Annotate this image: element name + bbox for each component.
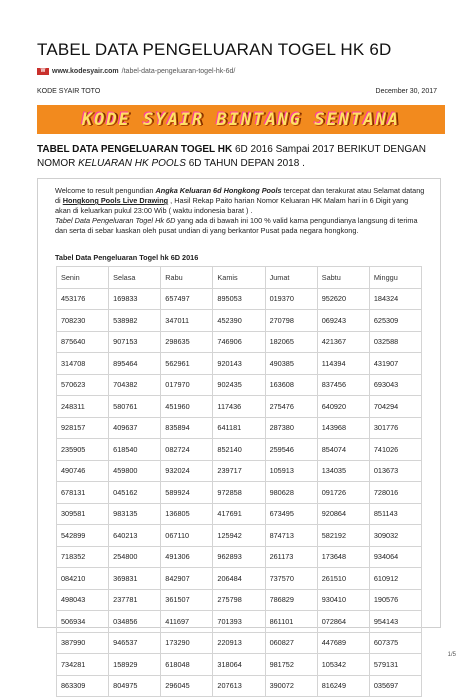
table-cell: 275798 [213,589,265,611]
table-cell: 431907 [369,353,421,375]
table-cell: 498043 [57,589,109,611]
table-cell: 625309 [369,310,421,332]
meta-row [37,88,437,95]
table-row [57,310,422,332]
table-cell: 270798 [265,310,317,332]
table-cell: 248311 [57,396,109,418]
table-row [57,611,422,633]
heading-bold: TABEL DATA PENGELUARAN TOGEL HK [37,144,233,155]
table-cell: 852140 [213,439,265,461]
intro-text-2: tercepat dan terakurat atau Selamat datang di [55,186,425,205]
table-cell: 459800 [109,460,161,482]
table-cell: 490746 [57,460,109,482]
table-cell: 452390 [213,310,265,332]
url-path: /tabel-data-pengeluaran-togel-hk-6d/ [121,68,236,75]
table-cell: 673495 [265,503,317,525]
table-cell: 490385 [265,353,317,375]
table-cell: 421367 [317,331,369,353]
table-header-row [57,267,422,289]
heading-italic: KELUARAN HK POOLS [78,158,186,169]
table-cell: 854074 [317,439,369,461]
intro-paragraph [55,186,425,236]
table-cell: 618048 [161,654,213,676]
table-cell: 017970 [161,374,213,396]
table-cell: 069243 [317,310,369,332]
table-cell: 980628 [265,482,317,504]
article-heading [37,143,447,171]
table-cell: 117436 [213,396,265,418]
table-cell: 361507 [161,589,213,611]
table-cell: 693043 [369,374,421,396]
table-row [57,568,422,590]
table-cell: 491306 [161,546,213,568]
table-row [57,288,422,310]
table-row [57,503,422,525]
table-cell: 718352 [57,546,109,568]
table-cell: 173648 [317,546,369,568]
table-cell: 105342 [317,654,369,676]
table-cell: 954143 [369,611,421,633]
intro-text-4: yang ada di bawah ini 100 % valid karna pengundianya langsung di terima dan serta di sebar luaskan oleh pusat undian di yang berkantor Pusat pada negara hongkong. [55,216,418,235]
table-cell: 261510 [317,568,369,590]
table-cell: 318064 [213,654,265,676]
intro-italic: Tabel Data Pengeluaran Togel Hk 6D [55,216,176,225]
table-cell: 875640 [57,331,109,353]
table-row [57,654,422,676]
table-cell: 981752 [265,654,317,676]
table-cell: 895464 [109,353,161,375]
table-cell: 786829 [265,589,317,611]
table-cell: 411697 [161,611,213,633]
table-cell: 309581 [57,503,109,525]
table-cell: 301776 [369,417,421,439]
intro-text-1: Welcome to result pengundian [55,186,156,195]
table-cell: 746906 [213,331,265,353]
table-cell: 538982 [109,310,161,332]
table-row [57,460,422,482]
table-row [57,353,422,375]
table-cell: 542899 [57,525,109,547]
table-cell: 851143 [369,503,421,525]
table-cell: 158929 [109,654,161,676]
table-row [57,439,422,461]
table-cell: 235905 [57,439,109,461]
table-cell: 580761 [109,396,161,418]
table-cell: 641181 [213,417,265,439]
table-row [57,374,422,396]
column-header: Selasa [109,267,161,289]
table-cell: 287380 [265,417,317,439]
intro-text-3: , Hasil Rekap Paito harian Nomor Keluaran HK Malam hari in 6 Digit yang akan di keluarkan pukul 23:00 Wib ( waktu indonesia barat ) . [55,196,409,215]
table-cell: 570623 [57,374,109,396]
table-cell: 932024 [161,460,213,482]
table-cell: 182065 [265,331,317,353]
table-row [57,331,422,353]
table-cell: 206484 [213,568,265,590]
table-cell: 163608 [265,374,317,396]
table-cell: 657497 [161,288,213,310]
table-cell: 704294 [369,396,421,418]
table-cell: 902435 [213,374,265,396]
table-row [57,396,422,418]
table-row [57,632,422,654]
table-cell: 369831 [109,568,161,590]
table-cell: 169833 [109,288,161,310]
table-cell: 125942 [213,525,265,547]
table-cell: 582192 [317,525,369,547]
table-cell: 035697 [369,675,421,697]
table-cell: 607375 [369,632,421,654]
table-cell: 907153 [109,331,161,353]
table-cell: 579131 [369,654,421,676]
table-cell: 589924 [161,482,213,504]
table-cell: 506934 [57,611,109,633]
table-cell: 259546 [265,439,317,461]
column-header: Minggu [369,267,421,289]
table-cell: 952620 [317,288,369,310]
table-cell: 816249 [317,675,369,697]
table-cell: 275476 [265,396,317,418]
table-cell: 741026 [369,439,421,461]
column-header: Jumat [265,267,317,289]
column-header: Sabtu [317,267,369,289]
table-cell: 737570 [265,568,317,590]
table-cell: 072864 [317,611,369,633]
table-cell: 134035 [317,460,369,482]
table-cell: 019370 [265,288,317,310]
table-cell: 417691 [213,503,265,525]
results-table [56,266,422,697]
banner-text: KODE SYAIR BINTANG SENTANA [81,109,401,130]
table-cell: 920143 [213,353,265,375]
table-cell: 983135 [109,503,161,525]
banner-image [37,105,445,134]
table-cell: 254800 [109,546,161,568]
table-cell: 013673 [369,460,421,482]
table-cell: 314708 [57,353,109,375]
table-cell: 190576 [369,589,421,611]
table-cell: 863309 [57,675,109,697]
table-cell: 728016 [369,482,421,504]
table-cell: 296045 [161,675,213,697]
table-cell: 610912 [369,568,421,590]
table-row [57,417,422,439]
table-cell: 173290 [161,632,213,654]
page-title: TABEL DATA PENGELUARAN TOGEL HK 6D [37,40,392,59]
table-cell: 640920 [317,396,369,418]
table-cell: 143968 [317,417,369,439]
table-cell: 184324 [369,288,421,310]
table-cell: 084210 [57,568,109,590]
table-cell: 451960 [161,396,213,418]
table-row [57,546,422,568]
column-header: Senin [57,267,109,289]
table-title: Tabel Data Pengeluaran Togel hk 6D 2016 [55,253,199,262]
table-row [57,525,422,547]
table-row [57,589,422,611]
table-cell: 972858 [213,482,265,504]
table-cell: 060827 [265,632,317,654]
table-cell: 920864 [317,503,369,525]
table-cell: 347011 [161,310,213,332]
table-cell: 387990 [57,632,109,654]
site-badge-icon: W [37,68,49,75]
url-domain: www.kodesyair.com [52,68,119,75]
table-cell: 261173 [265,546,317,568]
table-cell: 298635 [161,331,213,353]
table-cell: 045162 [109,482,161,504]
table-cell: 237781 [109,589,161,611]
page-number: 1/5 [447,652,456,658]
table-cell: 618540 [109,439,161,461]
table-cell: 034856 [109,611,161,633]
table-cell: 114394 [317,353,369,375]
table-cell: 928157 [57,417,109,439]
table-cell: 962893 [213,546,265,568]
table-cell: 091726 [317,482,369,504]
table-cell: 409637 [109,417,161,439]
table-cell: 207613 [213,675,265,697]
table-cell: 934064 [369,546,421,568]
table-cell: 930410 [317,589,369,611]
hongkong-pools-link[interactable]: Hongkong Pools Live Drawing [62,196,169,205]
table-cell: 861101 [265,611,317,633]
table-cell: 067110 [161,525,213,547]
column-header: Rabu [161,267,213,289]
table-cell: 946537 [109,632,161,654]
table-cell: 804975 [109,675,161,697]
table-cell: 136805 [161,503,213,525]
table-cell: 032588 [369,331,421,353]
table-cell: 835894 [161,417,213,439]
table-cell: 640213 [109,525,161,547]
table-cell: 678131 [57,482,109,504]
heading-text-2: 6D TAHUN DEPAN 2018 . [185,158,305,169]
table-cell: 734281 [57,654,109,676]
table-cell: 895053 [213,288,265,310]
author: KODE SYAIR TOTO [37,88,101,95]
table-cell: 220913 [213,632,265,654]
table-cell: 082724 [161,439,213,461]
intro-emphasis: Angka Keluaran 6d Hongkong Pools [155,186,282,195]
table-cell: 842907 [161,568,213,590]
table-cell: 837456 [317,374,369,396]
table-row [57,482,422,504]
post-date: December 30, 2017 [375,88,437,95]
table-cell: 874713 [265,525,317,547]
table-cell: 453176 [57,288,109,310]
table-cell: 309032 [369,525,421,547]
table-cell: 562961 [161,353,213,375]
table-cell: 390072 [265,675,317,697]
table-cell: 708230 [57,310,109,332]
column-header: Kamis [213,267,265,289]
table-cell: 105913 [265,460,317,482]
table-row [57,675,422,697]
table-cell: 447689 [317,632,369,654]
heading-text-1: 6D 2016 Sampai 2017 BERIKUT DENGAN NOMOR [37,144,426,169]
table-cell: 239717 [213,460,265,482]
source-url[interactable] [37,68,235,75]
table-cell: 701393 [213,611,265,633]
table-cell: 704382 [109,374,161,396]
